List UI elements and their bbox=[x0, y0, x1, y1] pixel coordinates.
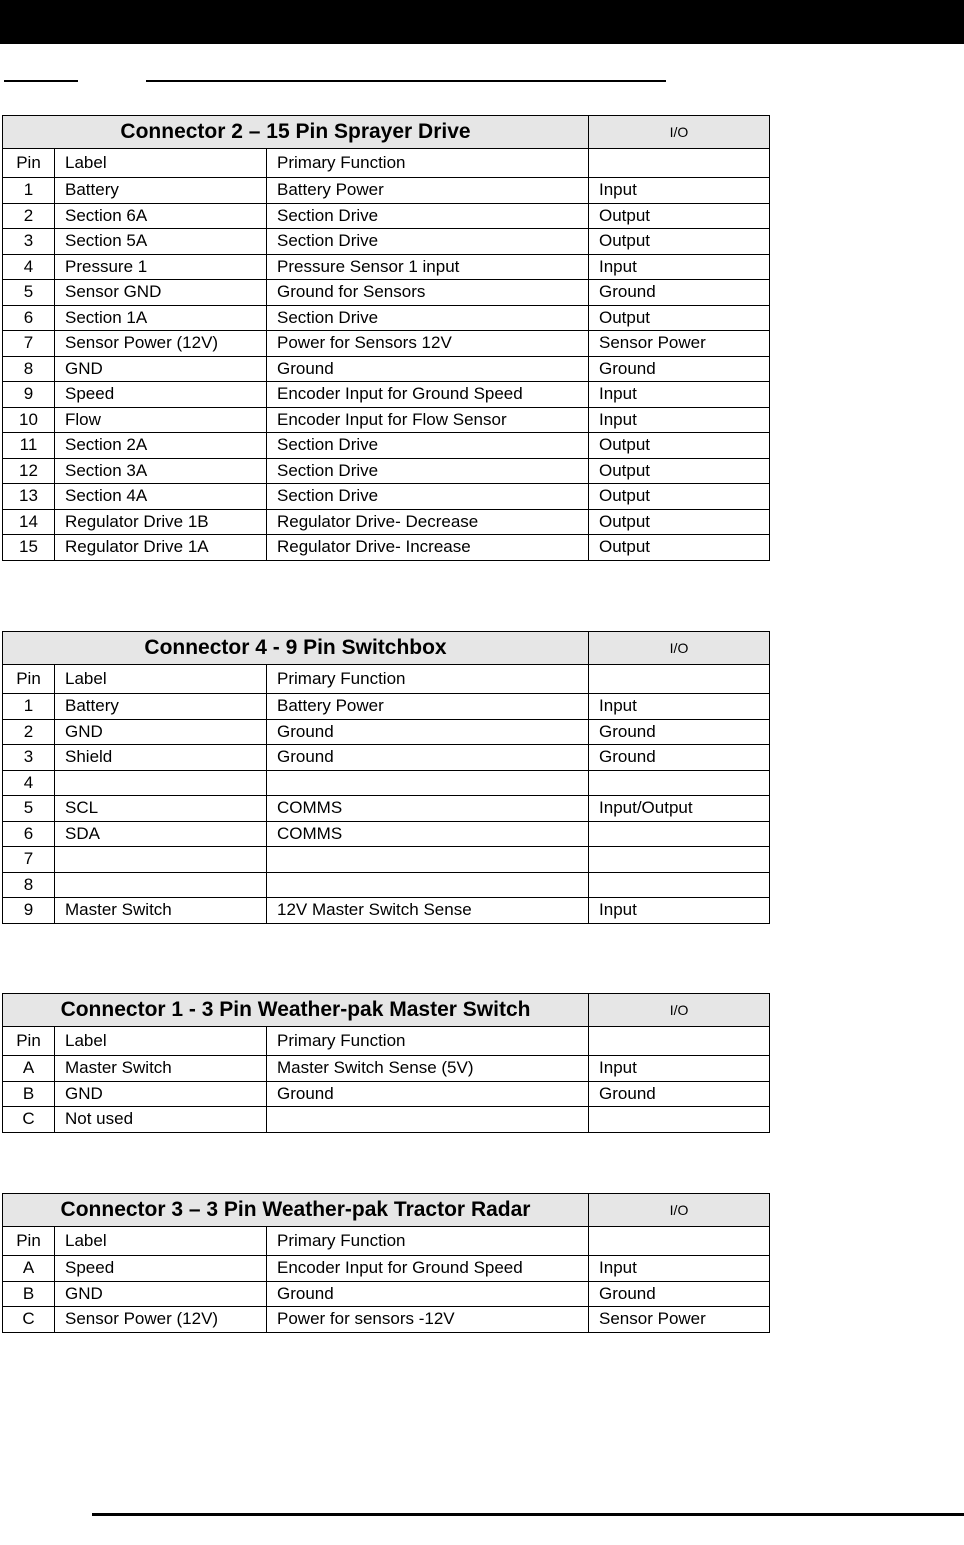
table-row bbox=[3, 719, 770, 745]
io-header: I/O bbox=[589, 116, 770, 149]
io-cell: Output bbox=[589, 433, 770, 459]
pin-cell: 15 bbox=[3, 535, 55, 561]
io-column-blank bbox=[589, 149, 770, 178]
pin-cell: 8 bbox=[3, 872, 55, 898]
label-cell: GND bbox=[55, 1081, 267, 1107]
table-row bbox=[3, 1107, 770, 1133]
label-cell: GND bbox=[55, 1281, 267, 1307]
pin-cell: 3 bbox=[3, 229, 55, 255]
table-row bbox=[3, 484, 770, 510]
function-cell: Pressure Sensor 1 input bbox=[267, 254, 589, 280]
function-cell: Section Drive bbox=[267, 458, 589, 484]
label-cell: Battery bbox=[55, 178, 267, 204]
column-header-row bbox=[3, 1027, 770, 1056]
table-row bbox=[3, 407, 770, 433]
function-cell: Ground bbox=[267, 1081, 589, 1107]
table-title-row bbox=[3, 1194, 770, 1227]
pin-cell: 5 bbox=[3, 796, 55, 822]
io-cell bbox=[589, 770, 770, 796]
label-cell: Battery bbox=[55, 694, 267, 720]
function-cell: Section Drive bbox=[267, 229, 589, 255]
table-row bbox=[3, 535, 770, 561]
function-cell: Master Switch Sense (5V) bbox=[267, 1056, 589, 1082]
function-cell: Battery Power bbox=[267, 178, 589, 204]
io-cell: Input bbox=[589, 898, 770, 924]
label-cell: Sensor GND bbox=[55, 280, 267, 306]
io-header: I/O bbox=[589, 632, 770, 665]
io-cell bbox=[589, 821, 770, 847]
function-cell: Ground bbox=[267, 356, 589, 382]
pin-column-header: Pin bbox=[3, 1227, 55, 1256]
pin-cell: 13 bbox=[3, 484, 55, 510]
function-cell: Section Drive bbox=[267, 433, 589, 459]
pin-cell: 14 bbox=[3, 509, 55, 535]
label-cell: Not used bbox=[55, 1107, 267, 1133]
pin-column-header: Pin bbox=[3, 149, 55, 178]
table-row bbox=[3, 229, 770, 255]
pin-cell: 2 bbox=[3, 719, 55, 745]
io-column-blank bbox=[589, 1027, 770, 1056]
io-cell: Input bbox=[589, 1056, 770, 1082]
column-header-row bbox=[3, 149, 770, 178]
function-column-header: Primary Function bbox=[267, 1227, 589, 1256]
io-cell: Ground bbox=[589, 1081, 770, 1107]
label-cell: Section 1A bbox=[55, 305, 267, 331]
table-row bbox=[3, 1281, 770, 1307]
io-cell: Output bbox=[589, 458, 770, 484]
table-title: Connector 4 - 9 Pin Switchbox bbox=[3, 632, 589, 665]
label-cell: Section 4A bbox=[55, 484, 267, 510]
io-cell: Ground bbox=[589, 280, 770, 306]
function-column-header: Primary Function bbox=[267, 149, 589, 178]
table-title-row bbox=[3, 632, 770, 665]
function-cell: Ground bbox=[267, 719, 589, 745]
pin-cell: 8 bbox=[3, 356, 55, 382]
function-cell: Battery Power bbox=[267, 694, 589, 720]
label-cell: Shield bbox=[55, 745, 267, 771]
function-cell: Ground bbox=[267, 745, 589, 771]
column-header-row bbox=[3, 1227, 770, 1256]
pin-cell: 1 bbox=[3, 178, 55, 204]
pin-cell: 11 bbox=[3, 433, 55, 459]
io-cell: Output bbox=[589, 509, 770, 535]
io-cell: Input bbox=[589, 1256, 770, 1282]
function-cell bbox=[267, 847, 589, 873]
table-row bbox=[3, 872, 770, 898]
function-cell bbox=[267, 1107, 589, 1133]
io-cell: Output bbox=[589, 484, 770, 510]
pin-cell: C bbox=[3, 1307, 55, 1333]
header-underline-long bbox=[146, 80, 666, 82]
label-cell: GND bbox=[55, 356, 267, 382]
io-cell bbox=[589, 847, 770, 873]
pin-column-header: Pin bbox=[3, 665, 55, 694]
column-header-row bbox=[3, 665, 770, 694]
page-header-bar bbox=[0, 0, 964, 44]
pin-cell: 4 bbox=[3, 770, 55, 796]
function-cell: COMMS bbox=[267, 821, 589, 847]
label-cell: Regulator Drive 1A bbox=[55, 535, 267, 561]
pin-cell: 10 bbox=[3, 407, 55, 433]
label-cell: GND bbox=[55, 719, 267, 745]
table-row bbox=[3, 1256, 770, 1282]
io-cell: Output bbox=[589, 535, 770, 561]
label-cell: Sensor Power (12V) bbox=[55, 1307, 267, 1333]
label-cell bbox=[55, 872, 267, 898]
pin-cell: A bbox=[3, 1056, 55, 1082]
function-cell: Regulator Drive- Decrease bbox=[267, 509, 589, 535]
label-cell bbox=[55, 770, 267, 796]
io-cell: Input bbox=[589, 382, 770, 408]
pin-cell: 2 bbox=[3, 203, 55, 229]
io-cell: Ground bbox=[589, 356, 770, 382]
io-cell: Ground bbox=[589, 1281, 770, 1307]
label-cell: Section 5A bbox=[55, 229, 267, 255]
function-cell: Encoder Input for Flow Sensor bbox=[267, 407, 589, 433]
label-cell: SDA bbox=[55, 821, 267, 847]
function-cell: Section Drive bbox=[267, 203, 589, 229]
function-cell: Power for sensors -12V bbox=[267, 1307, 589, 1333]
pin-cell: 4 bbox=[3, 254, 55, 280]
function-cell: Encoder Input for Ground Speed bbox=[267, 1256, 589, 1282]
label-column-header: Label bbox=[55, 665, 267, 694]
label-cell: Master Switch bbox=[55, 898, 267, 924]
table-title: Connector 1 - 3 Pin Weather-pak Master Switch bbox=[3, 994, 589, 1027]
label-column-header: Label bbox=[55, 149, 267, 178]
table-row bbox=[3, 1081, 770, 1107]
io-cell bbox=[589, 1107, 770, 1133]
function-cell bbox=[267, 770, 589, 796]
table-row bbox=[3, 847, 770, 873]
io-header: I/O bbox=[589, 994, 770, 1027]
table-row bbox=[3, 331, 770, 357]
pin-cell: 1 bbox=[3, 694, 55, 720]
label-cell: Regulator Drive 1B bbox=[55, 509, 267, 535]
pin-cell: 6 bbox=[3, 821, 55, 847]
table-row bbox=[3, 1307, 770, 1333]
function-cell: Encoder Input for Ground Speed bbox=[267, 382, 589, 408]
label-cell: Section 3A bbox=[55, 458, 267, 484]
connector-1-table bbox=[2, 993, 770, 1133]
label-cell: Pressure 1 bbox=[55, 254, 267, 280]
pin-cell: 9 bbox=[3, 898, 55, 924]
function-cell: Ground bbox=[267, 1281, 589, 1307]
footer-rule bbox=[92, 1513, 964, 1516]
table-row bbox=[3, 254, 770, 280]
function-cell: 12V Master Switch Sense bbox=[267, 898, 589, 924]
table-row bbox=[3, 203, 770, 229]
label-cell: Sensor Power (12V) bbox=[55, 331, 267, 357]
label-column-header: Label bbox=[55, 1027, 267, 1056]
table-row bbox=[3, 796, 770, 822]
function-cell bbox=[267, 872, 589, 898]
pin-cell: 12 bbox=[3, 458, 55, 484]
label-cell: Speed bbox=[55, 382, 267, 408]
pin-cell: 9 bbox=[3, 382, 55, 408]
function-column-header: Primary Function bbox=[267, 665, 589, 694]
io-cell bbox=[589, 872, 770, 898]
label-cell: Speed bbox=[55, 1256, 267, 1282]
table-row bbox=[3, 1056, 770, 1082]
table-row bbox=[3, 694, 770, 720]
pin-cell: 7 bbox=[3, 847, 55, 873]
pin-cell: A bbox=[3, 1256, 55, 1282]
table-title: Connector 2 – 15 Pin Sprayer Drive bbox=[3, 116, 589, 149]
function-column-header: Primary Function bbox=[267, 1027, 589, 1056]
io-cell: Input/Output bbox=[589, 796, 770, 822]
io-cell: Input bbox=[589, 254, 770, 280]
io-cell: Output bbox=[589, 229, 770, 255]
label-cell: SCL bbox=[55, 796, 267, 822]
connector-4-table bbox=[2, 631, 770, 924]
pin-cell: 5 bbox=[3, 280, 55, 306]
label-cell: Section 2A bbox=[55, 433, 267, 459]
io-cell: Ground bbox=[589, 719, 770, 745]
label-cell: Flow bbox=[55, 407, 267, 433]
table-title-row bbox=[3, 994, 770, 1027]
io-header: I/O bbox=[589, 1194, 770, 1227]
io-column-blank bbox=[589, 1227, 770, 1256]
io-cell: Output bbox=[589, 305, 770, 331]
table-row bbox=[3, 770, 770, 796]
function-cell: Regulator Drive- Increase bbox=[267, 535, 589, 561]
pin-cell: 3 bbox=[3, 745, 55, 771]
table-row bbox=[3, 821, 770, 847]
table-row bbox=[3, 382, 770, 408]
connector-3-table bbox=[2, 1193, 770, 1333]
pin-cell: 7 bbox=[3, 331, 55, 357]
io-cell: Sensor Power bbox=[589, 1307, 770, 1333]
io-cell: Input bbox=[589, 694, 770, 720]
table-row bbox=[3, 305, 770, 331]
table-title-row bbox=[3, 116, 770, 149]
pin-cell: 6 bbox=[3, 305, 55, 331]
pin-cell: B bbox=[3, 1281, 55, 1307]
header-underline-short bbox=[4, 80, 78, 82]
function-cell: COMMS bbox=[267, 796, 589, 822]
function-cell: Power for Sensors 12V bbox=[267, 331, 589, 357]
pin-column-header: Pin bbox=[3, 1027, 55, 1056]
io-column-blank bbox=[589, 665, 770, 694]
table-row bbox=[3, 433, 770, 459]
table-row bbox=[3, 509, 770, 535]
pin-cell: B bbox=[3, 1081, 55, 1107]
io-cell: Input bbox=[589, 407, 770, 433]
io-cell: Sensor Power bbox=[589, 331, 770, 357]
function-cell: Section Drive bbox=[267, 484, 589, 510]
table-row bbox=[3, 745, 770, 771]
label-cell: Master Switch bbox=[55, 1056, 267, 1082]
function-cell: Section Drive bbox=[267, 305, 589, 331]
connector-2-table bbox=[2, 115, 770, 561]
pin-cell: C bbox=[3, 1107, 55, 1133]
label-column-header: Label bbox=[55, 1227, 267, 1256]
label-cell bbox=[55, 847, 267, 873]
table-row bbox=[3, 280, 770, 306]
io-cell: Ground bbox=[589, 745, 770, 771]
table-row bbox=[3, 178, 770, 204]
function-cell: Ground for Sensors bbox=[267, 280, 589, 306]
table-title: Connector 3 – 3 Pin Weather-pak Tractor Radar bbox=[3, 1194, 589, 1227]
table-row bbox=[3, 356, 770, 382]
label-cell: Section 6A bbox=[55, 203, 267, 229]
table-row bbox=[3, 898, 770, 924]
io-cell: Input bbox=[589, 178, 770, 204]
io-cell: Output bbox=[589, 203, 770, 229]
table-row bbox=[3, 458, 770, 484]
